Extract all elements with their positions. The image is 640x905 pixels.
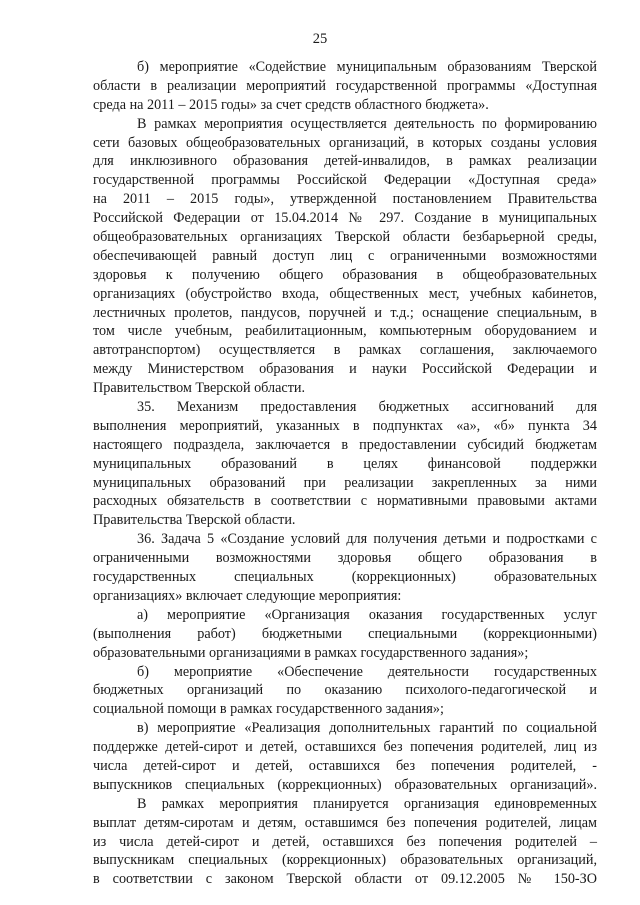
text-line: (выполнения работ) бюджетными специальными (коррекционными) [93, 625, 597, 642]
text-line: В рамках мероприятия осуществляется деятельность по формированию [137, 115, 597, 132]
text-line: муниципальных образований в целях финансовой поддержки [93, 455, 597, 472]
text-line: на 2011 – 2015 годы», утвержденной постановлением Правительства [93, 191, 597, 208]
page-number: 25 [312, 31, 328, 47]
text-line: среда на 2011 – 2015 годы» за счет средств областного бюджета». [93, 96, 489, 113]
text-line: настоящего подраздела, заключается в предоставлении субсидий бюджетам [93, 436, 597, 453]
text-line: сети базовых общеобразовательных организаций, в которых созданы условия [93, 134, 597, 151]
paragraph-event-b-psych [93, 663, 597, 720]
text-line: б) мероприятие «Обеспечение деятельности государственных [137, 663, 597, 680]
text-line: 36. Задача 5 «Создание условий для получения детьми и подростками с [137, 531, 597, 548]
text-line: ограниченными возможностями здоровья общего образования в [93, 550, 597, 567]
text-line: числа детей-сирот и детей, оставшихся без попечения родителей, - [93, 757, 597, 774]
text-line: в соответствии с законом Тверской области от 09.12.2005 № 150-ЗО [93, 871, 597, 888]
text-line: том числе учебным, реабилитационным, компьютерным оборудованием и [93, 323, 597, 340]
text-line: области в реализации мероприятий государственной программы «Доступная [93, 77, 597, 94]
text-line: В рамках мероприятия планируется организация единовременных [137, 795, 597, 812]
paragraph-item-35 [93, 398, 597, 530]
text-line: лестничных пролетов, пандусов, поручней и т.д.; оснащение специальным, в [93, 304, 597, 321]
text-line: Правительства Тверской области. [93, 512, 296, 529]
paragraph-payments [93, 795, 597, 889]
paragraph-event-b-municipal [93, 58, 597, 115]
text-line: между Министерством образования и науки Российской Федерации и [93, 361, 597, 378]
paragraph-item-36-task-5 [93, 530, 597, 606]
text-line: из числа детей-сирот и детей, оставшихся без попечения родителей – [93, 833, 597, 850]
text-line: государственных специальных (коррекционных) образовательных [93, 569, 597, 586]
text-line: образовательными организациями в рамках государственного задания»; [93, 644, 529, 661]
text-line: государственной программы Российской Федерации «Доступная среда» [93, 172, 597, 189]
text-line: автотранспортом) осуществляется в рамках соглашения, заключаемого [93, 342, 597, 359]
text-line: общеобразовательных организациях Тверской области безбарьерной среды, [93, 229, 597, 246]
text-line: выпускникам специальных (коррекционных) образовательных организаций, [93, 852, 597, 869]
paragraph-event-v [93, 719, 597, 795]
document-body [93, 58, 597, 889]
paragraph-inclusive-education [93, 115, 597, 398]
text-line: выпускников специальных (коррекционных) образовательных организаций». [93, 776, 597, 793]
text-line: поддержке детей-сирот и детей, оставшихся без попечения родителей, лиц из [93, 739, 597, 756]
text-line: для инклюзивного образования детей-инвалидов, в рамках реализации [93, 153, 597, 170]
text-line: организациях» включает следующие мероприятия: [93, 587, 402, 604]
text-line: обеспечивающей равный доступ лиц с ограниченными возможностями [93, 247, 597, 264]
text-line: выплат детям-сиротам и детям, оставшимся без попечения родителей, лицам [93, 814, 597, 831]
paragraph-event-a [93, 606, 597, 663]
text-line: муниципальных образований при реализации закрепленных за ними [93, 474, 597, 491]
text-line: социальной помощи в рамках государственного задания»; [93, 701, 444, 718]
text-line: Российской Федерации от 15.04.2014 № 297. Создание в муниципальных [93, 210, 597, 227]
text-line: Правительством Тверской области. [93, 380, 306, 397]
text-line: а) мероприятие «Организация оказания государственных услуг [137, 606, 597, 623]
text-line: б) мероприятие «Содействие муниципальным образованиям Тверской [137, 59, 597, 75]
text-line: расходных обязательств в соответствии с нормативными правовыми актами [93, 493, 597, 510]
text-line: бюджетных организаций по оказанию психолого-педагогической и [93, 682, 597, 699]
text-line: 35. Механизм предоставления бюджетных ассигнований для [137, 399, 597, 416]
text-line: организациях (обустройство входа, общественных мест, учебных кабинетов, [93, 285, 597, 302]
text-line: здоровья к получению общего образования в общеобразовательных [93, 266, 597, 283]
text-line: выполнения мероприятий, указанных в подпунктах «а», «б» пункта 34 [93, 417, 597, 434]
text-line: в) мероприятие «Реализация дополнительных гарантий по социальной [137, 720, 597, 737]
